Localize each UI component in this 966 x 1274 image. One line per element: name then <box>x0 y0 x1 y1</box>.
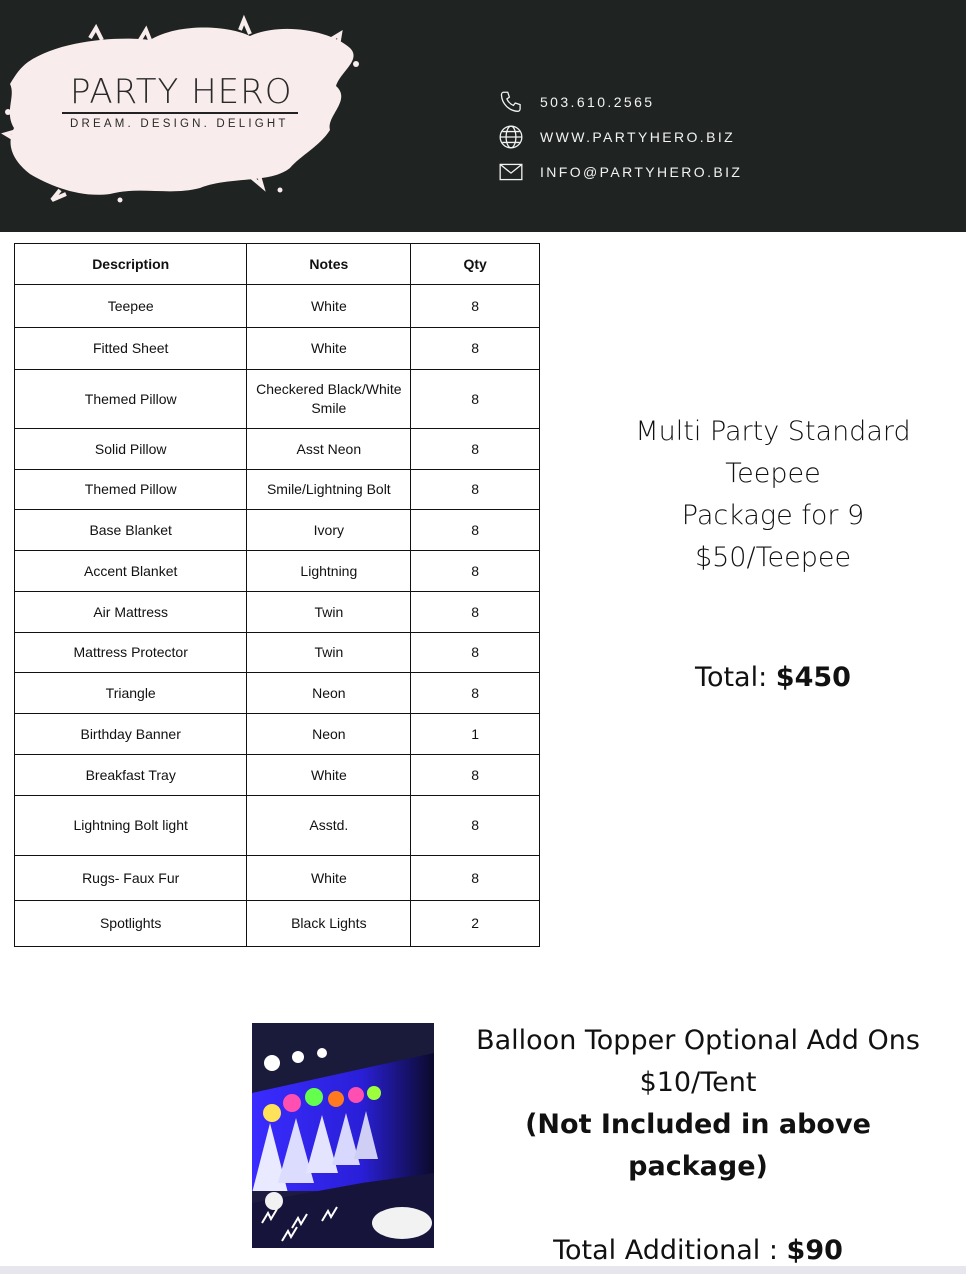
cell-description: Mattress Protector <box>15 633 247 673</box>
brand-name: PARTY HERO <box>70 72 293 112</box>
phone-number: 503.610.2565 <box>540 94 655 110</box>
package-description <box>588 411 958 579</box>
items-table <box>14 243 540 947</box>
mail-icon <box>498 159 524 185</box>
cell-qty: 8 <box>411 285 540 328</box>
cell-notes: Ivory <box>247 510 411 551</box>
cell-notes: Lightning <box>247 551 411 592</box>
table-row <box>15 856 540 901</box>
website-url: WWW.PARTYHERO.BIZ <box>540 129 736 145</box>
table-row <box>15 510 540 551</box>
cell-notes: Smile/Lightning Bolt <box>247 470 411 510</box>
cell-notes: Asstd. <box>247 796 411 856</box>
table-row <box>15 470 540 510</box>
cell-notes: Checkered Black/White Smile <box>247 370 411 429</box>
cell-description: Lightning Bolt light <box>15 796 247 856</box>
table-row <box>15 901 540 947</box>
package-total <box>588 662 958 693</box>
table-row <box>15 755 540 796</box>
header-notes: Notes <box>247 244 411 285</box>
cell-notes: White <box>247 856 411 901</box>
cell-description: Breakfast Tray <box>15 755 247 796</box>
total-value: $450 <box>775 662 851 693</box>
addon-total-label: Total Additional : <box>553 1235 787 1266</box>
cell-qty: 8 <box>411 633 540 673</box>
table-row <box>15 633 540 673</box>
addon-total-value: $90 <box>786 1235 843 1266</box>
cell-qty: 8 <box>411 755 540 796</box>
cell-qty: 8 <box>411 470 540 510</box>
contact-email[interactable] <box>498 159 742 185</box>
table-row <box>15 370 540 429</box>
cell-qty: 8 <box>411 328 540 370</box>
cell-description: Spotlights <box>15 901 247 947</box>
brand-tagline: DREAM. DESIGN. DELIGHT <box>70 118 289 130</box>
cell-qty: 8 <box>411 510 540 551</box>
table-row <box>15 551 540 592</box>
addon-title: Balloon Topper Optional Add Ons <box>476 1025 920 1056</box>
cell-notes: Twin <box>247 592 411 633</box>
addon-disclaimer: (Not Included in above package) <box>525 1109 871 1182</box>
cell-description: Fitted Sheet <box>15 328 247 370</box>
cell-notes: Black Lights <box>247 901 411 947</box>
table-row <box>15 592 540 633</box>
cell-description: Triangle <box>15 673 247 714</box>
table-header-row <box>15 244 540 285</box>
logo-divider <box>62 112 298 114</box>
cell-qty: 8 <box>411 856 540 901</box>
table-row <box>15 328 540 370</box>
addon-spacer <box>470 1188 926 1230</box>
cell-notes: White <box>247 328 411 370</box>
package-price: $50/Teepee <box>694 542 852 573</box>
phone-icon <box>498 89 524 115</box>
header-qty: Qty <box>411 244 540 285</box>
package-title: Multi Party Standard Teepee <box>635 416 911 489</box>
table-row <box>15 673 540 714</box>
cell-notes: Twin <box>247 633 411 673</box>
contact-website[interactable] <box>498 124 735 150</box>
package-size: Package for 9 <box>681 500 865 531</box>
cell-qty: 8 <box>411 592 540 633</box>
teepee-party-photo <box>252 1023 434 1248</box>
cell-qty: 8 <box>411 429 540 470</box>
contact-phone[interactable] <box>498 89 654 115</box>
cell-description: Air Mattress <box>15 592 247 633</box>
cell-notes: White <box>247 755 411 796</box>
cell-qty: 8 <box>411 673 540 714</box>
cell-description: Teepee <box>15 285 247 328</box>
cell-description: Themed Pillow <box>15 370 247 429</box>
header <box>0 0 966 232</box>
cell-qty: 2 <box>411 901 540 947</box>
page-footer-strip <box>0 1266 966 1274</box>
email-address: INFO@PARTYHERO.BIZ <box>540 164 743 180</box>
table-row <box>15 429 540 470</box>
cell-description: Themed Pillow <box>15 470 247 510</box>
cell-description: Rugs- Faux Fur <box>15 856 247 901</box>
cell-qty: 1 <box>411 714 540 755</box>
cell-notes: White <box>247 285 411 328</box>
addon-section <box>470 1020 926 1272</box>
cell-qty: 8 <box>411 551 540 592</box>
header-description: Description <box>15 244 247 285</box>
globe-icon <box>498 124 524 150</box>
cell-notes: Asst Neon <box>247 429 411 470</box>
table-row <box>15 714 540 755</box>
table-row <box>15 285 540 328</box>
cell-description: Solid Pillow <box>15 429 247 470</box>
cell-qty: 8 <box>411 796 540 856</box>
cell-notes: Neon <box>247 714 411 755</box>
addon-price: $10/Tent <box>639 1067 757 1098</box>
cell-description: Accent Blanket <box>15 551 247 592</box>
total-label: Total: <box>695 662 776 693</box>
cell-description: Base Blanket <box>15 510 247 551</box>
cell-qty: 8 <box>411 370 540 429</box>
table-row <box>15 796 540 856</box>
cell-notes: Neon <box>247 673 411 714</box>
cell-description: Birthday Banner <box>15 714 247 755</box>
